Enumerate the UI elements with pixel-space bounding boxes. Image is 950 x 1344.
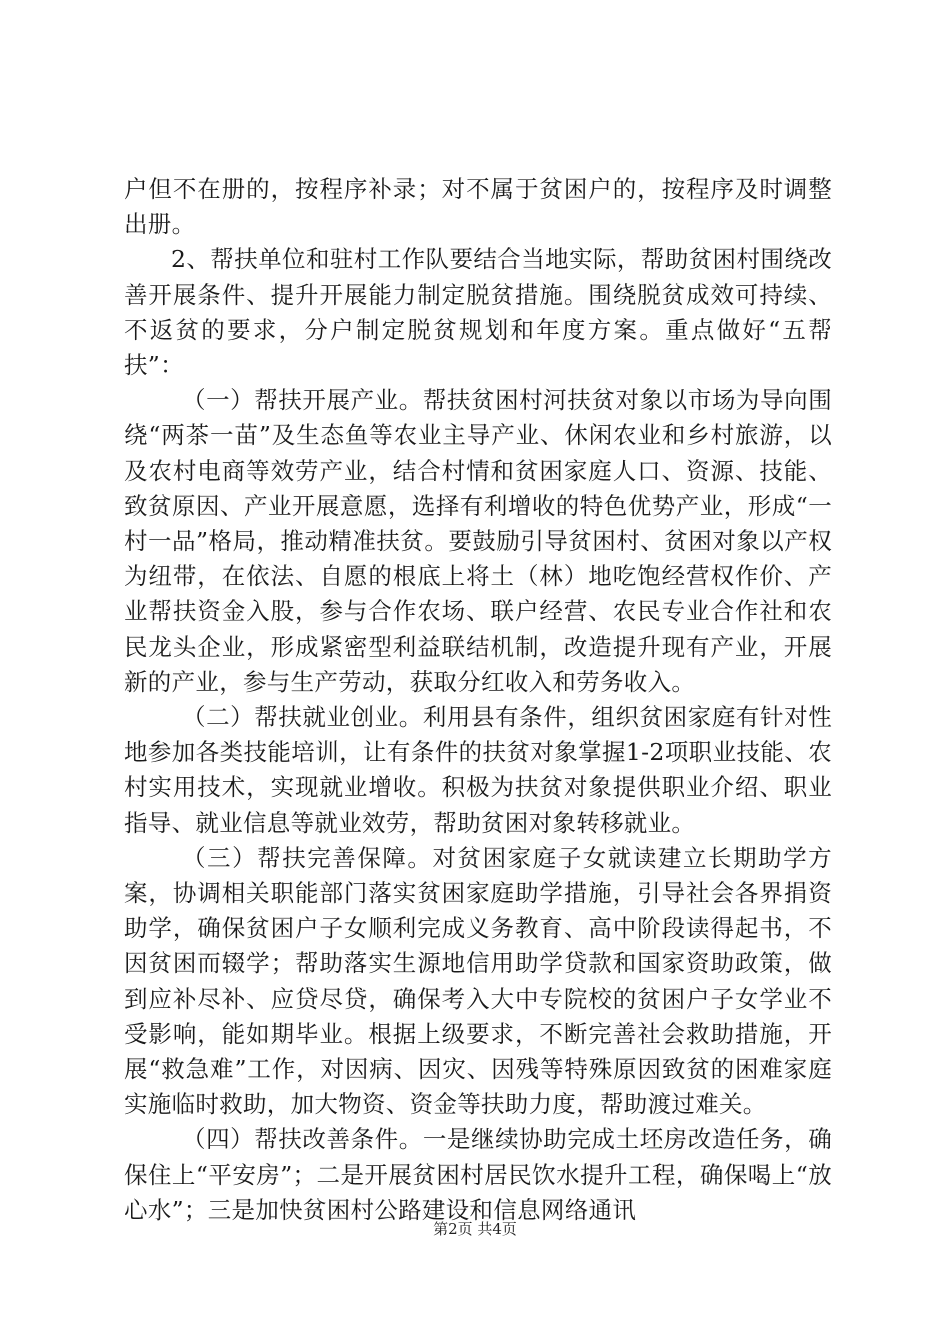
paragraph-support-employment: （二）帮扶就业创业。利用县有条件，组织贫困家庭有针对性地参加各类技能培训，让有条件的扶贫对象掌握1-2项职业技能、农村实用技术，实现就业增收。积极为扶贫对象提供职业介绍、职业指导、就业信息等就业效劳，帮助贫困对象转移就业。 [124,703,832,837]
paragraph-support-industry: （一）帮扶开展产业。帮扶贫困村河扶贫对象以市场为导向围绕“两茶一苗”及生态鱼等农业主导产业、休闲农业和乡村旅游，以及农村电商等效劳产业，结合村情和贫困家庭人口、资源、技能、致贫原因、产业开展意愿，选择有利增收的特色优势产业，形成“一村一品”格局，推动精准扶贫。要鼓励引导贫困村、贫困对象以产权为纽带，在依法、自愿的根底上将土（林）地吃饱经营权作价、产业帮扶资金入股，参与合作农场、联户经营、农民专业合作社和农民龙头企业，形成紧密型利益联结机制，改造提升现有产业，开展新的产业，参与生产劳动，获取分红收入和劳务收入。 [124,386,832,696]
paragraph-support-security: （三）帮扶完善保障。对贫困家庭子女就读建立长期助学方案，协调相关职能部门落实贫困家庭助学措施，引导社会各界捐资助学，确保贫困户子女顺利完成义务教育、高中阶段读得起书，不因贫困而辍学；帮助落实生源地信用助学贷款和国家资助政策，做到应补尽补、应贷尽贷，确保考入大中专院校的贫困户子女学业不受影响，能如期毕业。根据上级要求，不断完善社会救助措施，开展“救急难”工作，对因病、因灾、因残等特殊原因致贫的困难家庭实施临时救助，加大物资、资金等扶助力度，帮助渡过难关。 [124,843,832,1119]
paragraph-item-2: 2、帮扶单位和驻村工作队要结合当地实际，帮助贫困村围绕改善开展条件、提升开展能力制定脱贫措施。围绕脱贫成效可持续、不返贫的要求，分户制定脱贫规划和年度方案。重点做好“五帮扶”： [124,245,832,380]
paragraph-continuation: 户但不在册的，按程序补录；对不属于贫困户的，按程序及时调整出册。 [124,175,832,239]
document-body [124,172,832,1228]
page-number-footer: 第2页 共4页 [433,1220,517,1238]
paragraph-support-conditions: （四）帮扶改善条件。一是继续协助完成土坯房改造任务，确保住上“平安房”；二是开展贫困村居民饮水提升工程，确保喝上“放心水”；三是加快贫困村公路建设和信息网络通讯 [124,1125,832,1224]
